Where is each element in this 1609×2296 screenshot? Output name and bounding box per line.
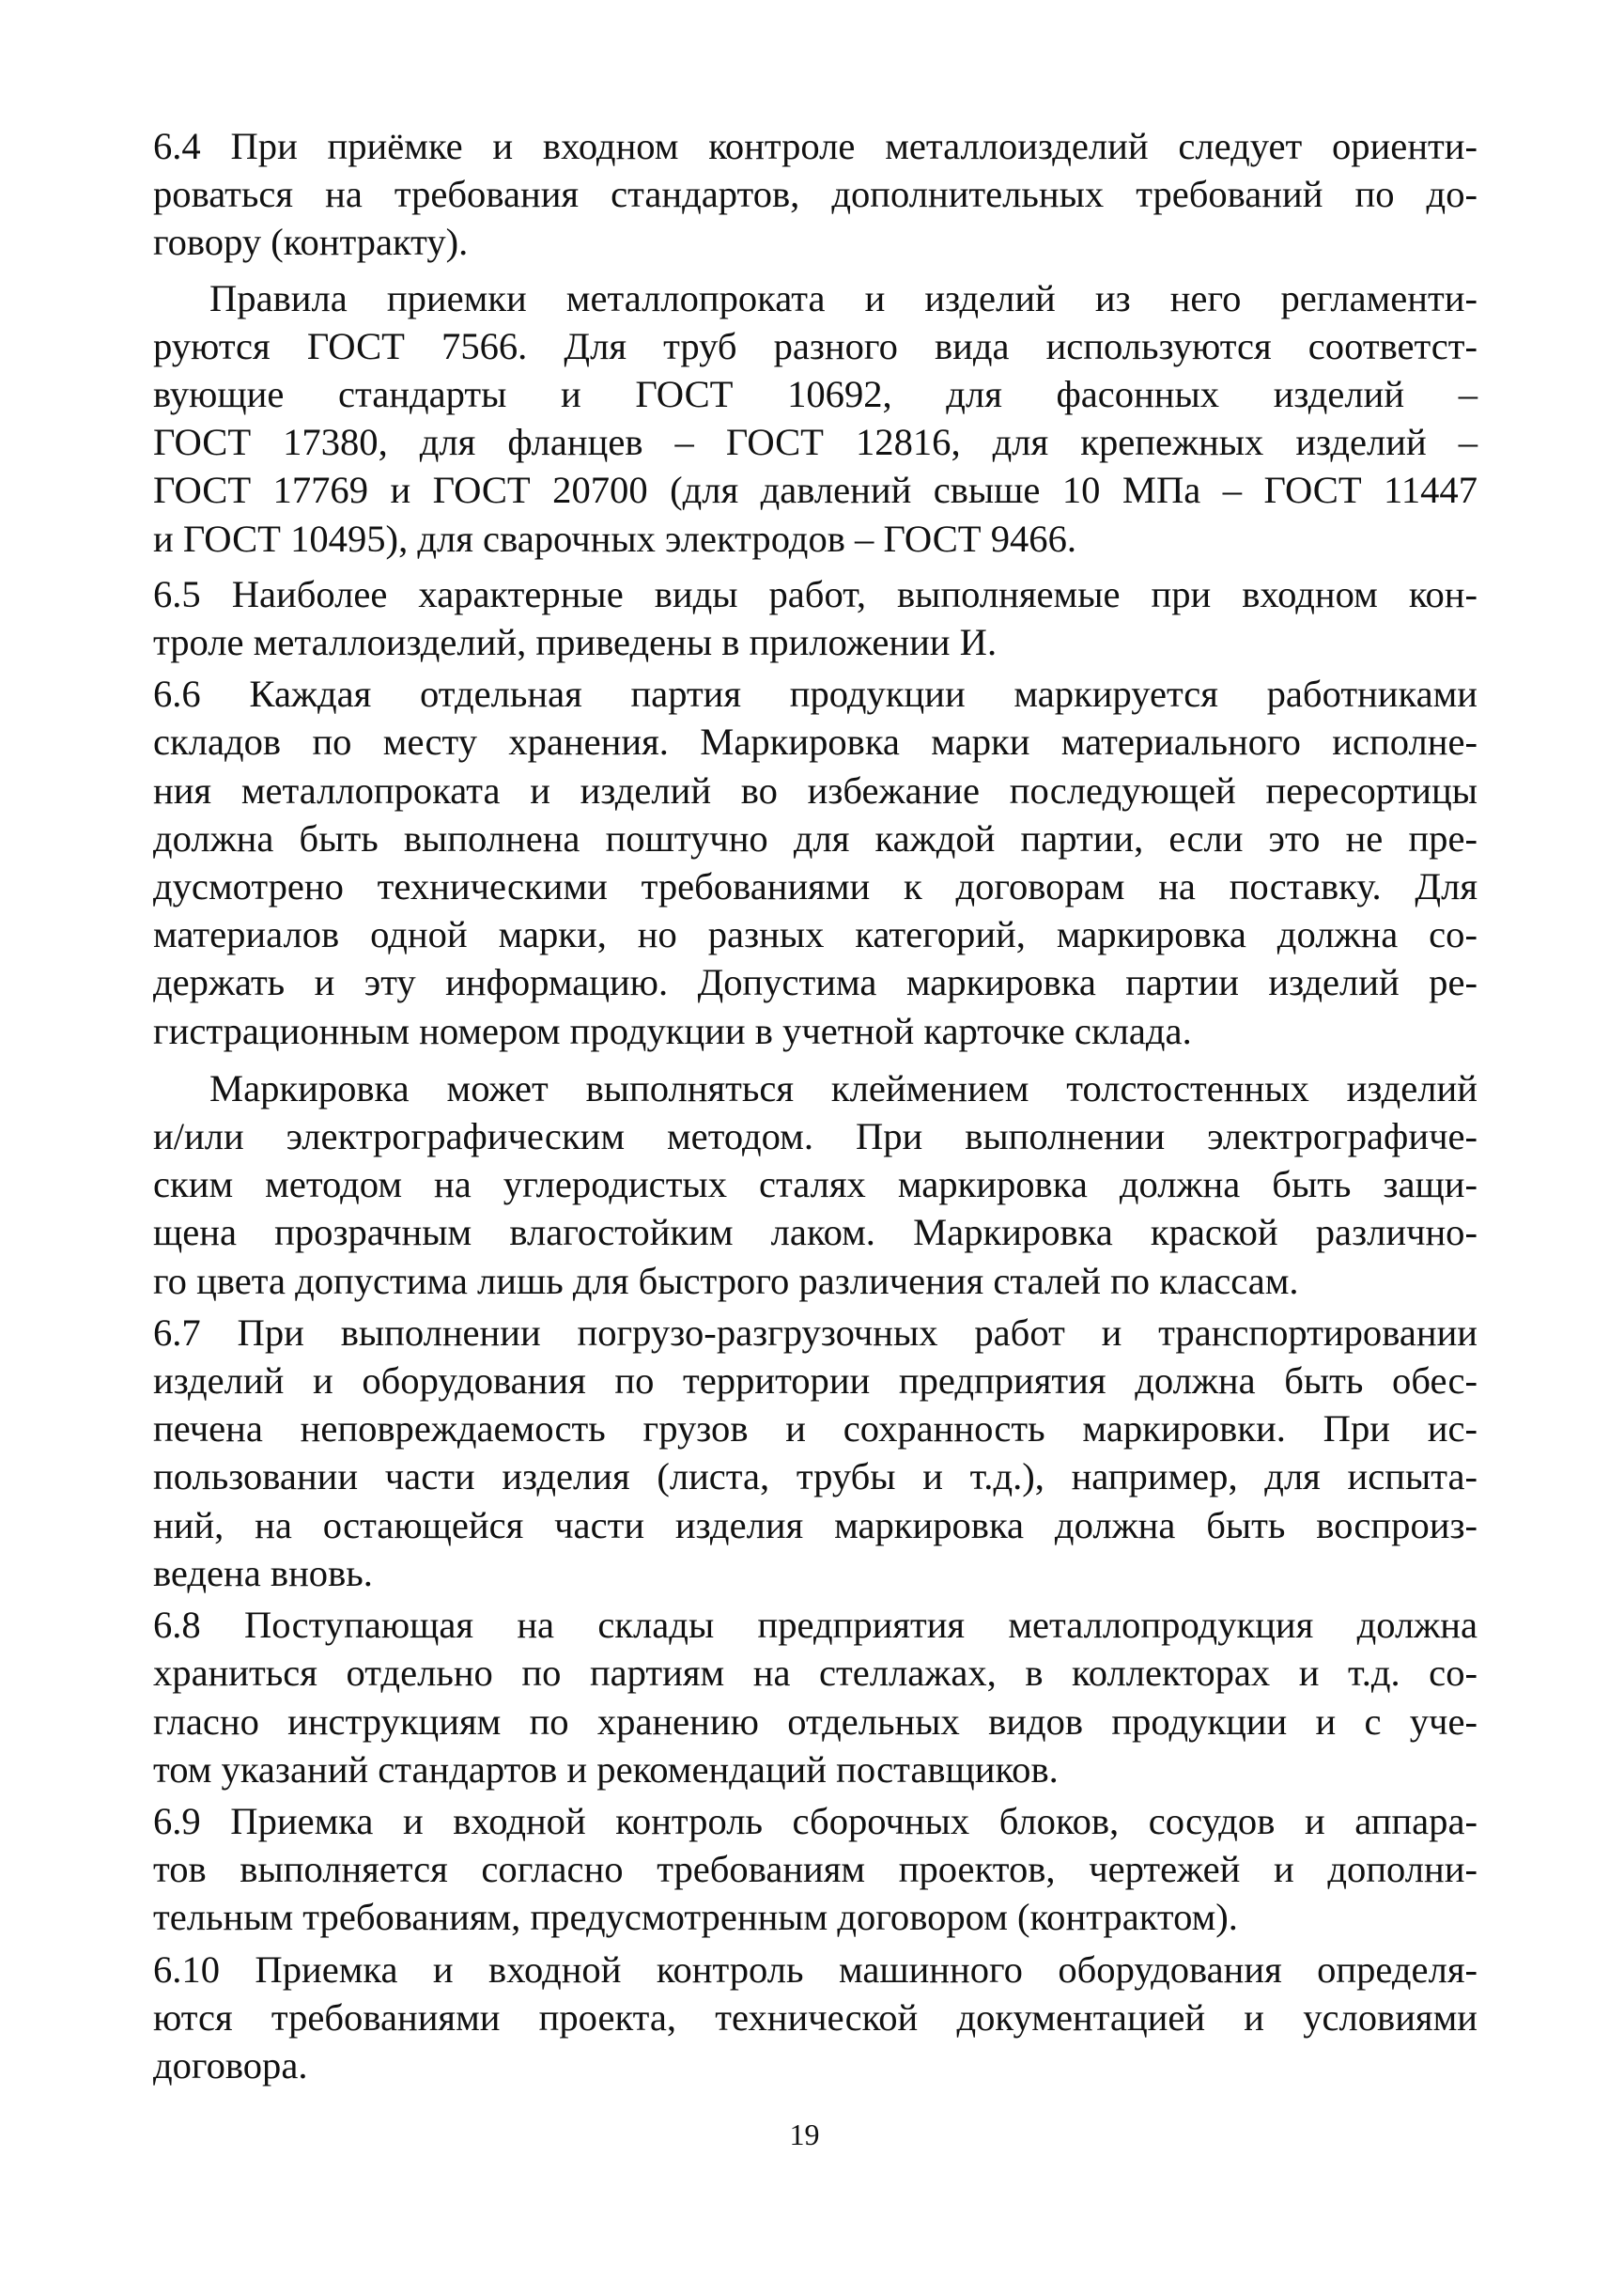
paragraph-6-9 (153, 1797, 1477, 1942)
text-line: 6.8 Поступающая на склады предприятия металлопродукция должна (153, 1604, 1477, 1647)
text-line: изделий и оборудования по территории предприятия должна быть обес- (153, 1359, 1477, 1403)
text-line: говору (контракту). (153, 221, 469, 264)
text-line: руются ГОСТ 7566. Для труб разного вида используются соответст- (153, 324, 1477, 367)
text-line: ГОСТ 17380, для фланцев – ГОСТ 12816, для крепежных изделий – (153, 421, 1477, 464)
text-line: роваться на требования стандартов, дополнительных требований по до- (153, 173, 1477, 216)
text-line: щена прозрачным влагостойким лаком. Маркировка краской различно- (153, 1211, 1477, 1254)
text-line: тов выполняется согласно требованиям проектов, чертежей и дополни- (153, 1848, 1477, 1891)
text-line: 6.4 При приёмке и входном контроле металлоизделий следует ориенти- (153, 125, 1477, 167)
text-line: ются требованиями проекта, технической документацией и условиями (153, 1995, 1477, 2039)
text-line: ским методом на углеродистых сталях маркировка должна быть защи- (153, 1163, 1477, 1206)
text-line: го цвета допустима лишь для быстрого различения сталей по классам. (153, 1259, 1299, 1302)
text-line: гласно инструкциям по хранению отдельных видов продукции и с уче- (153, 1699, 1477, 1743)
text-line: 6.9 Приемка и входной контроль сборочных блоков, сосудов и аппара- (153, 1799, 1477, 1842)
text-line: ний, на остающейся части изделия маркировка должна быть воспроиз- (153, 1503, 1477, 1546)
paragraph-6-10 (153, 1946, 1477, 2090)
paragraph-6-5 (153, 570, 1477, 666)
text-line: и ГОСТ 10495), для сварочных электродов – ГОСТ 9466. (153, 517, 1077, 560)
text-line: дусмотрено техническими требованиями к договорам на поставку. Для (153, 865, 1477, 908)
text-line: и/или электрографическим методом. При выполнении электрографиче- (153, 1115, 1477, 1158)
text-line: Маркировка может выполняться клеймением толстостенных изделий (209, 1066, 1477, 1109)
text-line: ГОСТ 17769 и ГОСТ 20700 (для давлений свыше 10 МПа – ГОСТ 11447 (153, 469, 1477, 512)
text-line: троле металлоизделий, приведены в приложении И. (153, 621, 998, 664)
text-line: храниться отдельно по партиям на стеллажах, в коллекторах и т.д. со- (153, 1652, 1477, 1695)
page-body (153, 122, 1477, 2089)
paragraph-6-6 (153, 670, 1477, 1055)
text-line: договора. (153, 2043, 308, 2087)
text-line: держать и эту информацию. Допустима маркировка партии изделий ре- (153, 961, 1477, 1004)
paragraph-rules-gost (153, 274, 1477, 563)
text-line: материалов одной марки, но разных категорий, маркировка должна со- (153, 913, 1477, 956)
text-line: гистрационным номером продукции в учетной карточке склада. (153, 1009, 1192, 1052)
text-line: печена неповреждаемость грузов и сохранность маркировки. При ис- (153, 1407, 1477, 1451)
text-line: складов по месту хранения. Маркировка марки материального исполне- (153, 721, 1477, 764)
page-number: 19 (789, 2118, 820, 2151)
paragraph-marking-methods (153, 1064, 1477, 1305)
paragraph-6-8 (153, 1601, 1477, 1793)
text-line: 6.10 Приемка и входной контроль машинного оборудования определя- (153, 1947, 1477, 1991)
paragraph-6-7 (153, 1309, 1477, 1597)
text-line: ведена вновь. (153, 1551, 373, 1594)
text-line: 6.6 Каждая отдельная партия продукции маркируется работниками (153, 673, 1477, 716)
text-line: вующие стандарты и ГОСТ 10692, для фасонных изделий – (153, 373, 1477, 416)
paragraph-6-4 (153, 122, 1477, 267)
text-line: должна быть выполнена поштучно для каждой партии, если это не пре- (153, 816, 1477, 860)
text-line: 6.7 При выполнении погрузо-разгрузочных работ и транспортировании (153, 1311, 1477, 1354)
text-line: ния металлопроката и изделий во избежание последующей пересортицы (153, 768, 1477, 812)
text-line: пользовании части изделия (листа, трубы и т.д.), например, для испыта- (153, 1455, 1477, 1498)
text-line: Правила приемки металлопроката и изделий из него регламенти- (209, 276, 1477, 319)
text-line: том указаний стандартов и рекомендаций поставщиков. (153, 1747, 1059, 1791)
text-line: тельным требованиям, предусмотренным договором (контрактом). (153, 1896, 1238, 1939)
text-line: 6.5 Наиболее характерные виды работ, выполняемые при входном кон- (153, 572, 1477, 615)
